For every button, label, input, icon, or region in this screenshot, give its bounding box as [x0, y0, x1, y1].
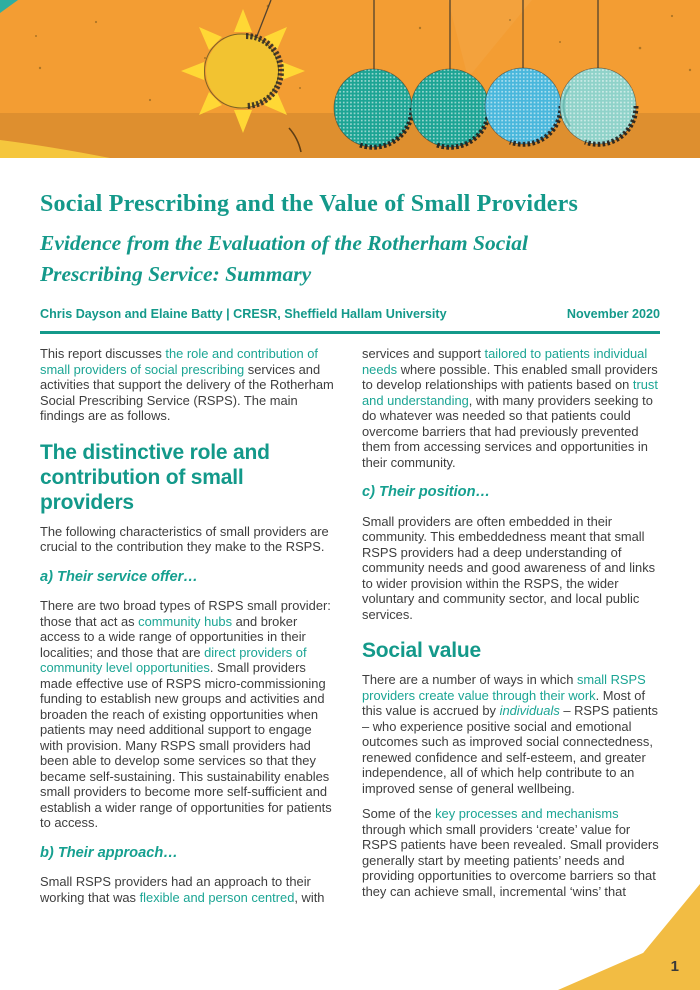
page-content — [0, 158, 700, 915]
paragraph-social-value — [362, 672, 660, 796]
paragraph-service-offer — [40, 598, 336, 831]
page-title: Social Prescribing and the Value of Small Providers — [40, 191, 579, 217]
pendulum-ball-1 — [334, 69, 412, 147]
pendulum-ball-3 — [485, 68, 561, 144]
highlight-text: trust and understanding — [362, 377, 658, 408]
byline-date: November 2020 — [566, 307, 660, 321]
paragraph-approach-continued — [362, 346, 660, 470]
body-text: and broker access to a wide range of opportunities in their localities; and those that are — [40, 613, 306, 660]
highlight-text: small RSPS providers create value through their work — [362, 672, 646, 703]
byline-authors: Chris Dayson and Elaine Batty | CRESR, Sheffield Hallam University — [40, 307, 447, 321]
body-text: – RSPS patients – who experience positive social and emotional outcomes such as improved social connectedness, renewed confidence and self-esteem, and greater independence, all of which help contribute to an improved sense of general wellbeing. — [362, 703, 658, 796]
byline — [40, 307, 660, 321]
body-text: , with — [294, 889, 325, 905]
section-heading-distinctive-role: The distinctive role and contribution of small providers — [40, 440, 270, 514]
paragraph-characteristics — [40, 524, 336, 555]
page-subtitle: Evidence from the Evaluation of the Rotherham Social Prescribing Service: Summary — [40, 231, 528, 286]
paragraph-position — [362, 514, 660, 623]
paragraph-intro — [40, 346, 336, 424]
body-text: . Most of this value is accrued by — [362, 687, 646, 718]
body-text: Some of the — [362, 806, 436, 821]
body-text: There are a number of ways in which — [362, 672, 577, 687]
highlight-text: key processes and mechanisms — [435, 806, 619, 821]
sun-icon — [181, 9, 305, 133]
highlight-text: direct providers of community level opportunities — [40, 644, 307, 675]
pendulum-ball-2 — [411, 69, 489, 147]
section-heading-social-value: Social value — [362, 639, 481, 662]
body-text: There are two broad types of RSPS small provider: those that act as — [40, 598, 331, 629]
subheading-service-offer: a) Their service offer… — [40, 568, 198, 585]
header-illustration — [0, 0, 700, 158]
highlight-text: the role and contribution of small providers of social prescribing — [40, 346, 319, 377]
highlight-text: tailored to patients individual needs — [362, 346, 648, 377]
highlight-text: individuals — [499, 703, 560, 718]
body-text: . Small providers made effective use of RSPS micro-commissioning funding to establish new groups and activities and broaden the reach of existing opportunities when patients may need additional support to engage with provision. Many RSPS small providers had been able to develop some services so that they became self-sustaining. This sustainability enables small providers to become more self-sufficient and establish a wider range of opportunities for patients to access. — [40, 660, 332, 830]
pendulum-ball-4 — [560, 68, 636, 144]
body-text: The following characteristics of small providers are crucial to the contribution they make to the RSPS. — [40, 523, 329, 554]
body-text: Small providers are often embedded in their community. This embeddedness meant that small RSPS providers had a deep understanding of community needs and good awareness of and links to wider provision within the RSPS, the wider voluntary and community sector, and local public services. — [362, 513, 656, 622]
body-text: where possible. This enabled small providers to develop relationships with patients based on — [362, 361, 658, 392]
right-column — [362, 346, 660, 915]
body-text: Small RSPS providers had an approach to their working that was — [40, 874, 311, 905]
body-text: services and activities that support the delivery of the Rotherham Social Prescribing Service (RSPS). The main findings are as follows. — [40, 361, 334, 423]
divider-rule — [40, 331, 660, 334]
page-number: 1 — [670, 958, 679, 975]
body-text: This report discusses — [40, 346, 166, 361]
paragraph-approach — [40, 874, 336, 905]
subheading-approach: b) Their approach… — [40, 844, 178, 861]
body-text: services and support — [362, 346, 485, 361]
highlight-text: community hubs — [138, 613, 233, 629]
two-column-body — [40, 346, 660, 915]
left-column — [40, 346, 336, 915]
highlight-text: flexible and person centred — [139, 889, 295, 905]
body-text: through which small providers ‘create’ value for RSPS patients have been revealed. Small providers generally start by meeting patients’ needs and providing opportunities to overcome barriers so that they can achieve small, incremental ‘wins’ that — [362, 821, 659, 899]
subheading-position: c) Their position… — [362, 484, 491, 500]
paragraph-key-processes — [362, 806, 660, 899]
body-text: , with many providers seeking to do whatever was needed so that patients could overcome barriers that had previously prevented them from accessing services and opportunities in their community. — [362, 392, 653, 470]
